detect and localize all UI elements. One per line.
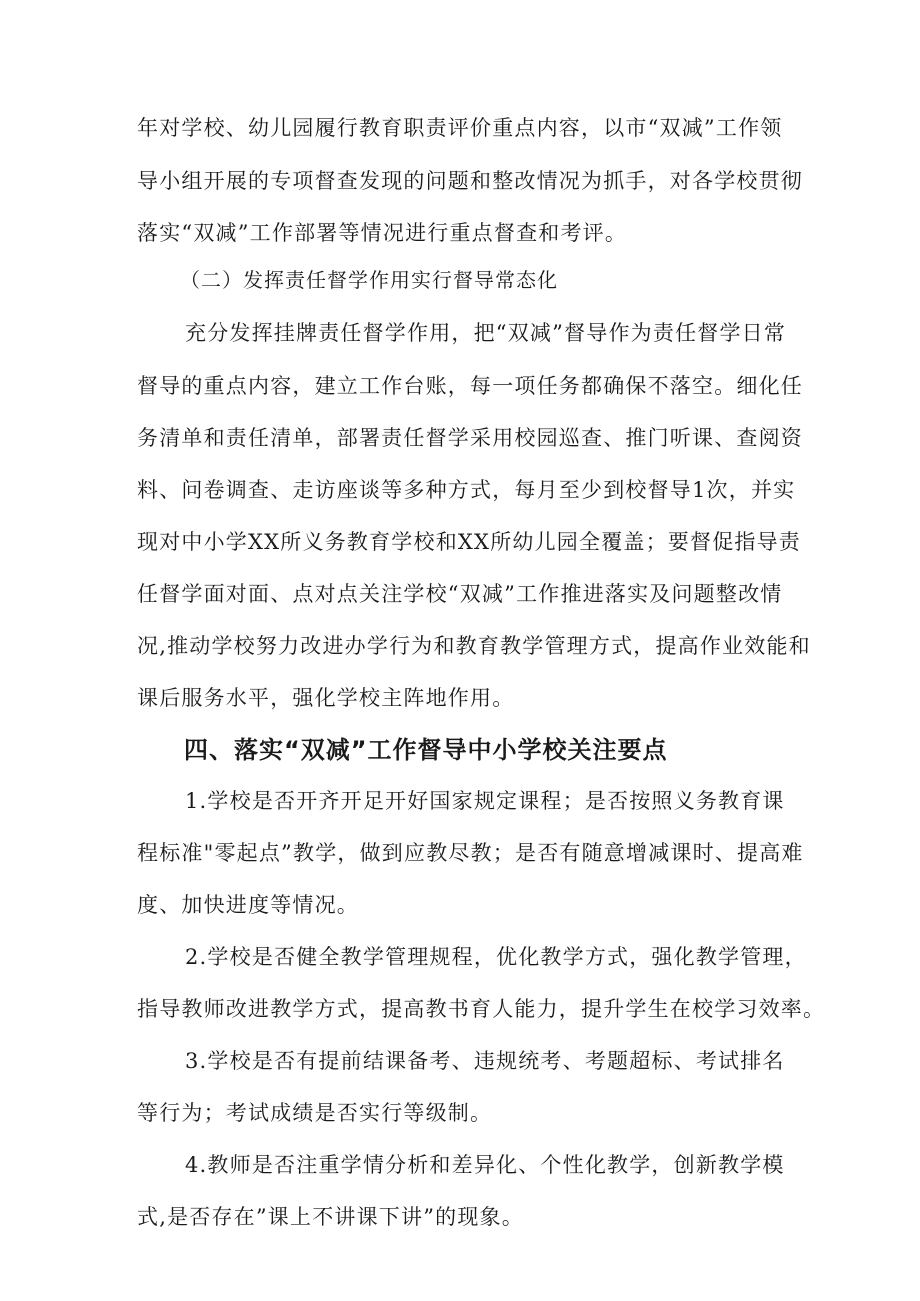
- text-line: 课后服务水平，强化学校主阵地作用。: [137, 686, 515, 710]
- text-line: 等行为；考试成绩是否实行等级制。: [137, 1101, 493, 1125]
- text-line: 任督学面对面、点对点关注学校“双减”工作推进落实及问题整改情: [137, 582, 783, 606]
- section-2-title: （二）发挥责任督学作用实行督导常态化: [180, 268, 558, 292]
- text-line: 指导教师改进教学方式，提高教书育人能力，提升学生在校学习效率。: [137, 997, 826, 1021]
- text-line: 督导的重点内容，建立工作台账，每一项任务都确保不落空。细化任: [137, 374, 803, 398]
- text-line: 2.学校是否健全教学管理规程，优化教学方式，强化教学管理，: [185, 945, 807, 969]
- text-line: 务清单和责任清单，部署责任督学采用校园巡查、推门听课、查阅资: [137, 426, 803, 450]
- text-line: 式,是否存在”课上不讲课下讲”的现象。: [137, 1205, 524, 1229]
- text-line: 1.学校是否开齐开足开好国家规定课程；是否按照义务教育课: [185, 789, 785, 813]
- text-line: 3.学校是否有提前结课备考、违规统考、考题超标、考试排名: [185, 1049, 785, 1073]
- text-line: 落实“双减”工作部署等情况进行重点督查和考评。: [137, 221, 628, 245]
- section-4-title: 四、落实“双减”工作督导中小学校关注要点: [184, 736, 668, 764]
- text-line: 4.教师是否注重学情分析和差异化、个性化教学，创新教学模: [185, 1153, 785, 1177]
- text-line: 况,推动学校努力改进办学行为和教育教学管理方式，提高作业效能和: [137, 634, 811, 658]
- text-line: 年对学校、幼儿园履行教育职责评价重点内容，以市“双减”工作领: [137, 116, 783, 140]
- text-line: 现对中小学XX所义务教育学校和XX所幼儿园全覆盖；要督促指导责: [137, 530, 801, 554]
- text-line: 充分发挥挂牌责任督学作用，把“双减”督导作为责任督学日常: [185, 321, 787, 345]
- text-line: 度、加快进度等情况。: [137, 893, 359, 917]
- text-line: 料、问卷调查、走访座谈等多种方式，每月至少到校督导1次，并实: [137, 478, 796, 502]
- text-line: 导小组开展的专项督查发现的问题和整改情况为抓手，对各学校贯彻: [137, 169, 803, 193]
- text-line: 程标准"零起点”教学，做到应教尽教；是否有随意增减课时、提高难: [137, 841, 804, 865]
